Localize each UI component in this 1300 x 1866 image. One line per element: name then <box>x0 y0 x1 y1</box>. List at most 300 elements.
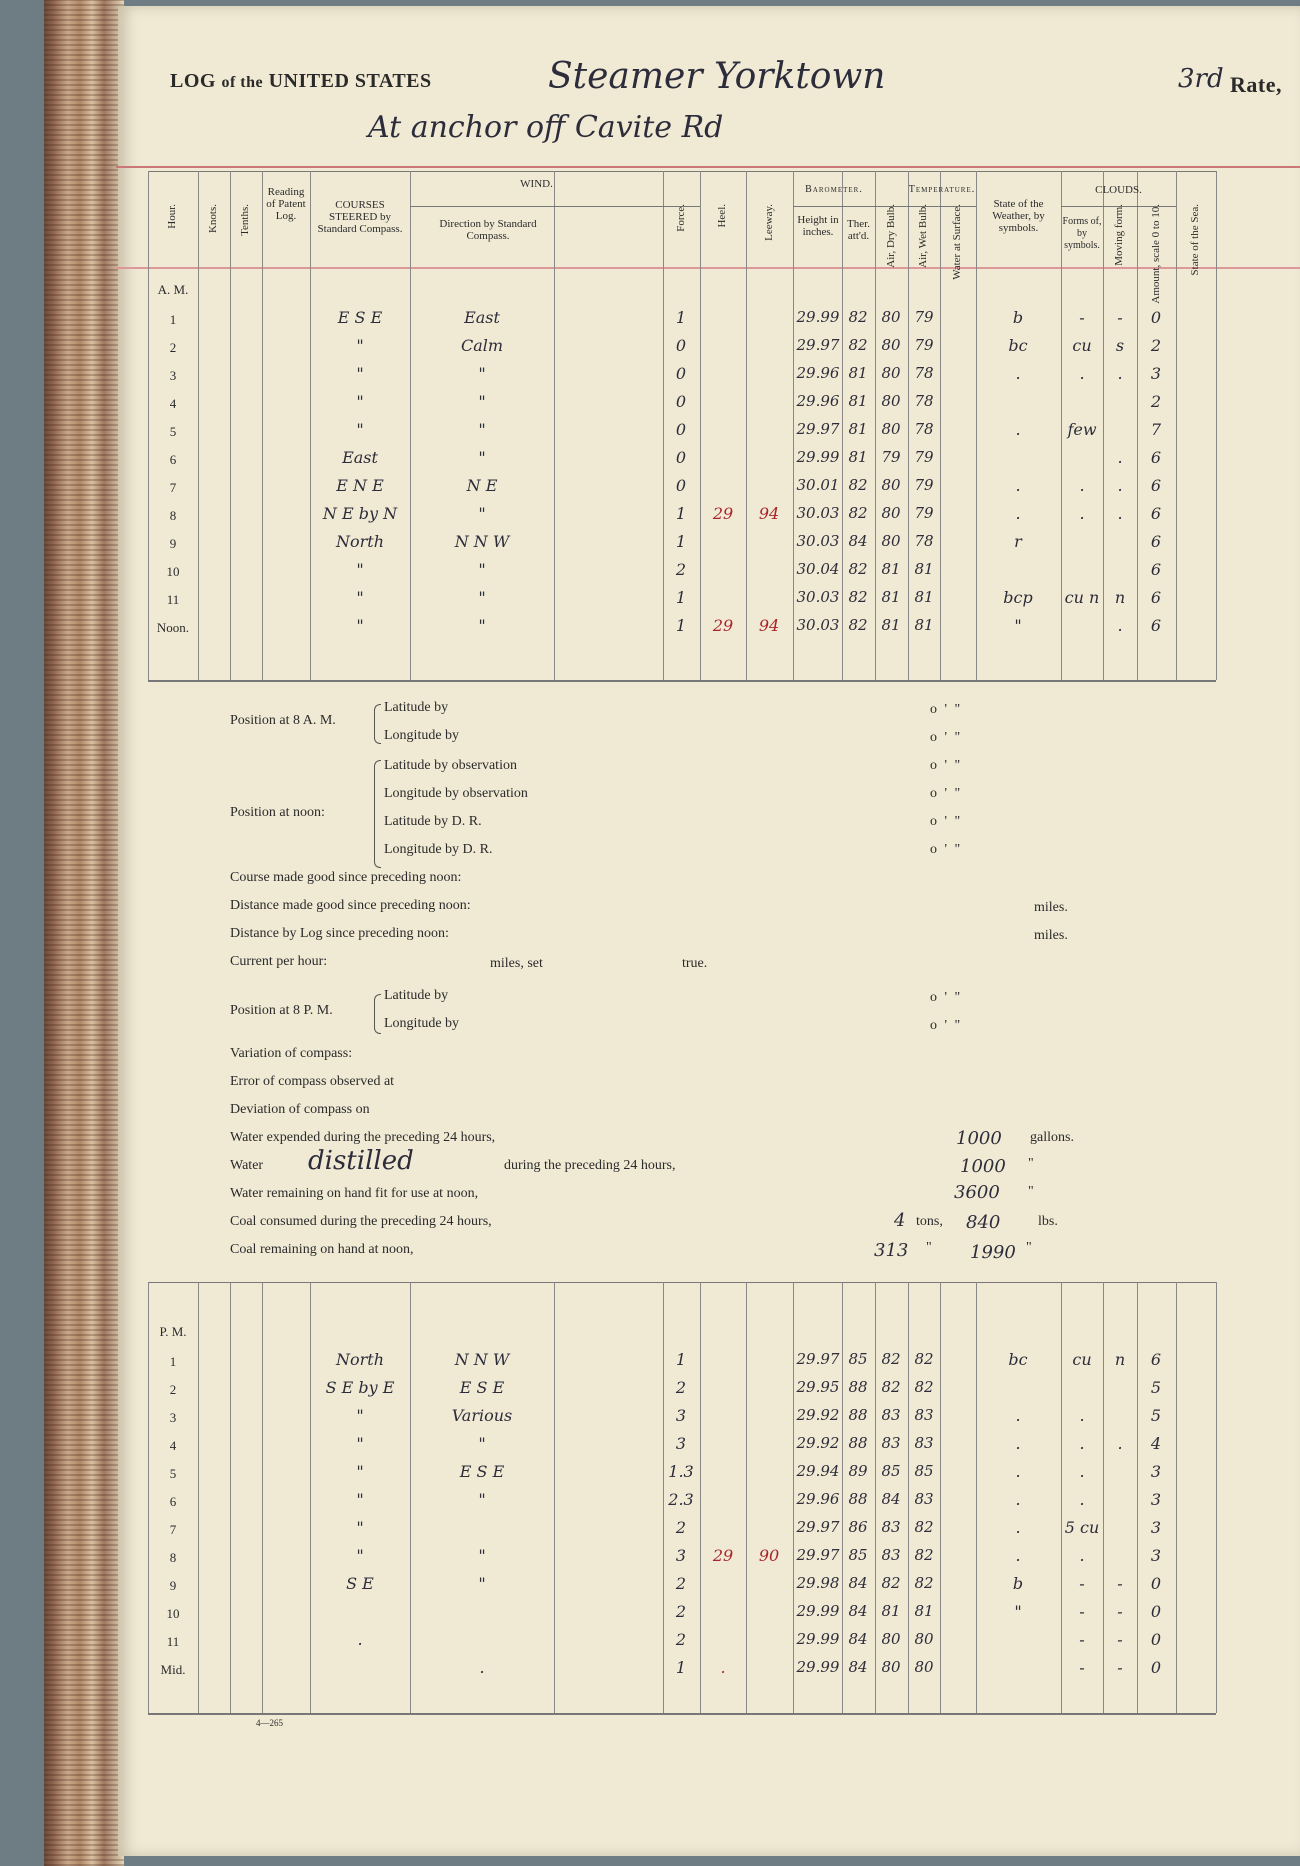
weather-cell: . <box>1015 1546 1021 1565</box>
course-cell: " <box>356 392 364 411</box>
weather-cell: bcp <box>1003 588 1033 607</box>
moving-cell: . <box>1117 504 1123 523</box>
rate-value: 3rd <box>1178 64 1224 94</box>
forms-cell: . <box>1079 1462 1085 1481</box>
dry-cell: 79 <box>881 448 901 466</box>
moving-cell: . <box>1117 448 1123 467</box>
weather-cell: . <box>1015 1462 1021 1481</box>
course-cell: North <box>335 532 384 551</box>
forms-cell: - <box>1079 1574 1085 1593</box>
hour-cell: 9 <box>169 536 177 551</box>
wet-cell: 82 <box>914 1546 934 1564</box>
dry-cell: 83 <box>881 1434 901 1452</box>
wind-cell: " <box>478 1490 486 1509</box>
weather-cell: . <box>1015 1406 1021 1425</box>
heel-cell: 29 <box>712 616 734 635</box>
dry-cell: 83 <box>881 1406 901 1424</box>
amount-cell: 2 <box>1150 392 1162 411</box>
wet-cell: 78 <box>914 364 934 382</box>
ther-cell: 82 <box>848 476 868 494</box>
ther-cell: 89 <box>848 1462 868 1480</box>
moving-cell: - <box>1117 1602 1123 1621</box>
weather-cell: r <box>1014 532 1022 551</box>
weather-cell: bc <box>1008 1350 1028 1369</box>
force-cell: 0 <box>675 392 687 411</box>
baro-cell: 29.99 <box>796 1630 840 1648</box>
label-distance-by-log: Distance by Log since preceding noon: <box>230 926 449 941</box>
label-water-expended: Water expended during the preceding 24 hours, <box>230 1130 496 1145</box>
baro-cell: 29.97 <box>796 1546 840 1564</box>
weather-cell: " <box>1014 616 1022 635</box>
ther-cell: 81 <box>848 448 868 466</box>
baro-cell: 30.04 <box>796 560 840 578</box>
label-lat-obs: Latitude by observation <box>384 758 517 773</box>
hour-cell: 3 <box>169 368 177 383</box>
vessel-name: Steamer Yorktown <box>548 56 886 97</box>
col-water-surface: Water at Surface. <box>951 204 963 280</box>
ther-cell: 84 <box>848 1658 868 1676</box>
wind-cell: " <box>478 1434 486 1453</box>
forms-cell: 5 cu <box>1064 1518 1100 1537</box>
ther-cell: 88 <box>848 1378 868 1396</box>
ther-cell: 85 <box>848 1350 868 1368</box>
dry-cell: 81 <box>881 588 901 606</box>
period-label: A. M. <box>157 282 189 297</box>
wind-cell: East <box>464 308 500 327</box>
weather-cell: bc <box>1008 336 1028 355</box>
force-cell: 0 <box>675 336 687 355</box>
wind-cell: N N W <box>454 532 510 551</box>
amount-cell: 3 <box>1150 364 1162 383</box>
baro-cell: 29.95 <box>796 1378 840 1396</box>
wet-cell: 79 <box>914 504 934 522</box>
label-course-made-good: Course made good since preceding noon: <box>230 870 462 885</box>
dry-cell: 80 <box>881 308 901 326</box>
hour-cell: 3 <box>169 1410 177 1425</box>
wind-cell: " <box>478 616 486 635</box>
printed-title: LOG of the UNITED STATES <box>170 70 432 92</box>
dry-cell: 80 <box>881 336 901 354</box>
baro-cell: 29.97 <box>796 1518 840 1536</box>
ther-cell: 88 <box>848 1406 868 1424</box>
dry-cell: 80 <box>881 1658 901 1676</box>
baro-cell: 29.96 <box>796 1490 840 1508</box>
amount-cell: 3 <box>1150 1546 1162 1565</box>
label-long-obs: Longitude by observation <box>384 786 528 801</box>
column-rule <box>230 1282 231 1713</box>
course-cell: S E <box>346 1574 374 1593</box>
ther-cell: 82 <box>848 588 868 606</box>
moving-cell: - <box>1117 1658 1123 1677</box>
label-position-8pm: Position at 8 P. M. <box>230 1003 333 1018</box>
weather-cell: . <box>1015 1490 1021 1509</box>
force-cell: 3 <box>675 1434 687 1453</box>
ther-cell: 82 <box>848 616 868 634</box>
heel-cell: 29 <box>712 504 734 523</box>
ditto-1: " <box>1028 1156 1034 1171</box>
amount-cell: 6 <box>1150 532 1162 551</box>
label-lbs: lbs. <box>1038 1214 1058 1229</box>
column-rule <box>198 171 199 680</box>
dry-cell: 80 <box>881 504 901 522</box>
log-page <box>118 6 1300 1856</box>
deg-min-sec-marks: o ' " <box>930 842 963 857</box>
force-cell: 1 <box>675 504 687 523</box>
hour-cell: 7 <box>169 480 177 495</box>
wet-cell: 78 <box>914 392 934 410</box>
weather-cell: . <box>1015 476 1021 495</box>
hour-cell: 5 <box>169 1466 177 1481</box>
baro-cell: 30.01 <box>796 476 840 494</box>
wet-cell: 81 <box>914 616 934 634</box>
force-cell: 1 <box>675 1350 687 1369</box>
ther-cell: 84 <box>848 1630 868 1648</box>
force-cell: 0 <box>675 476 687 495</box>
amount-cell: 3 <box>1150 1462 1162 1481</box>
deg-min-sec-marks: o ' " <box>930 990 963 1005</box>
col-cloud-amount: Amount, scale 0 to 10. <box>1149 204 1162 304</box>
dry-cell: 80 <box>881 476 901 494</box>
forms-cell: cu <box>1072 336 1092 355</box>
forms-cell: . <box>1079 504 1085 523</box>
baro-cell: 29.96 <box>796 364 840 382</box>
dry-cell: 80 <box>881 364 901 382</box>
course-cell: " <box>356 336 364 355</box>
course-cell: E S E <box>337 308 383 327</box>
dry-cell: 81 <box>881 560 901 578</box>
column-rule <box>262 1282 263 1713</box>
value-water-distilled-amount: 1000 <box>960 1156 1006 1177</box>
form-number: 4—265 <box>256 1718 283 1728</box>
weather-cell: b <box>1012 308 1024 327</box>
heel-cell: . <box>720 1658 726 1677</box>
dry-cell: 80 <box>881 1630 901 1648</box>
wind-cell: . <box>479 1658 485 1677</box>
course-cell: " <box>356 364 364 383</box>
dry-cell: 82 <box>881 1350 901 1368</box>
deg-min-sec-marks: o ' " <box>930 758 963 773</box>
force-cell: 2 <box>675 1378 687 1397</box>
moving-cell: . <box>1117 364 1123 383</box>
forms-cell: - <box>1079 1630 1085 1649</box>
column-rule <box>746 171 747 680</box>
label-long-dr: Longitude by D. R. <box>384 842 493 857</box>
course-cell: " <box>356 1462 364 1481</box>
wind-cell: " <box>478 448 486 467</box>
brace-8pm <box>374 994 381 1034</box>
col-baro-ther: Ther. att'd. <box>847 218 870 242</box>
ther-cell: 81 <box>848 420 868 438</box>
amount-cell: 6 <box>1150 616 1162 635</box>
deg-min-sec-marks: o ' " <box>930 730 963 745</box>
moving-cell: s <box>1115 336 1125 355</box>
wind-cell: N N W <box>454 1350 510 1369</box>
red-rule-top <box>116 166 1300 168</box>
ther-cell: 84 <box>848 1574 868 1592</box>
forms-cell: . <box>1079 1546 1085 1565</box>
weather-cell: . <box>1015 364 1021 383</box>
forms-cell: . <box>1079 1490 1085 1509</box>
course-cell: " <box>356 1518 364 1537</box>
col-knots: Knots. <box>207 204 219 234</box>
column-rule <box>1216 171 1217 680</box>
weather-cell: . <box>1015 1434 1021 1453</box>
force-cell: 1 <box>675 1658 687 1677</box>
force-cell: 2 <box>675 1630 687 1649</box>
force-cell: 2 <box>675 1518 687 1537</box>
col-courses: COURSES STEERED by Standard Compass. <box>317 199 403 235</box>
wet-cell: 78 <box>914 420 934 438</box>
weather-cell: b <box>1012 1574 1024 1593</box>
label-miles-1: miles. <box>1034 900 1068 915</box>
force-cell: 3 <box>675 1406 687 1425</box>
weather-cell: . <box>1015 504 1021 523</box>
baro-cell: 29.94 <box>796 1462 840 1480</box>
col-air-wet: Air, Wet Bulb. <box>917 204 929 268</box>
moving-cell: - <box>1117 1630 1123 1649</box>
column-rule <box>1216 1282 1217 1713</box>
rate-label: Rate, <box>1230 72 1282 97</box>
amount-cell: 5 <box>1150 1406 1162 1425</box>
value-water-expended: 1000 <box>956 1128 1002 1149</box>
value-water-remaining: 3600 <box>954 1182 1000 1203</box>
red-rule-header <box>116 267 1300 269</box>
forms-cell: cu n <box>1064 588 1100 607</box>
forms-cell: . <box>1079 476 1085 495</box>
dry-cell: 80 <box>881 532 901 550</box>
col-cloud-moving: Moving form. <box>1113 204 1125 266</box>
forms-cell: - <box>1079 1658 1085 1677</box>
amount-cell: 6 <box>1150 588 1162 607</box>
col-wind-direction: Direction by Standard Compass. <box>439 218 537 242</box>
label-coal-remaining: Coal remaining on hand at noon, <box>230 1242 414 1257</box>
ther-cell: 82 <box>848 560 868 578</box>
label-coal-consumed: Coal consumed during the preceding 24 hours, <box>230 1214 492 1229</box>
col-barometer: Barometer. <box>805 184 863 195</box>
hour-cell: 7 <box>169 1522 177 1537</box>
label-position-noon: Position at noon: <box>230 805 325 820</box>
dry-cell: 81 <box>881 616 901 634</box>
hour-cell: 5 <box>169 424 177 439</box>
hour-cell: 6 <box>169 452 177 467</box>
ditto-4: " <box>1026 1240 1032 1255</box>
wet-cell: 83 <box>914 1434 934 1452</box>
deg-min-sec-marks: o ' " <box>930 814 963 829</box>
ther-cell: 85 <box>848 1546 868 1564</box>
wet-cell: 80 <box>914 1658 934 1676</box>
amount-cell: 0 <box>1150 1630 1162 1649</box>
baro-cell: 29.97 <box>796 1350 840 1368</box>
moving-cell: - <box>1117 308 1123 327</box>
moving-cell: - <box>1117 1574 1123 1593</box>
wind-cell: " <box>478 420 486 439</box>
hour-cell: 1 <box>169 1354 177 1369</box>
ther-cell: 84 <box>848 1602 868 1620</box>
hour-cell: 4 <box>169 396 177 411</box>
dry-cell: 83 <box>881 1518 901 1536</box>
value-coal-tons: 4 <box>894 1210 906 1231</box>
wind-cell: E S E <box>459 1378 505 1397</box>
course-cell: " <box>356 588 364 607</box>
wet-cell: 81 <box>914 588 934 606</box>
col-tenths: Tenths. <box>239 204 251 236</box>
force-cell: 3 <box>675 1546 687 1565</box>
deg-min-sec-marks: o ' " <box>930 702 963 717</box>
baro-cell: 29.99 <box>796 448 840 466</box>
wet-cell: 85 <box>914 1462 934 1480</box>
baro-cell: 29.92 <box>796 1406 840 1424</box>
col-wind: WIND. <box>520 178 553 190</box>
label-lat-8pm: Latitude by <box>384 988 449 1003</box>
wet-cell: 82 <box>914 1518 934 1536</box>
amount-cell: 6 <box>1150 560 1162 579</box>
column-rule <box>746 1282 747 1713</box>
forms-cell: cu <box>1072 1350 1092 1369</box>
col-cloud-forms: Forms of, by symbols. <box>1062 216 1102 251</box>
amount-cell: 0 <box>1150 1658 1162 1677</box>
column-rule <box>554 171 555 680</box>
label-position-8am: Position at 8 A. M. <box>230 713 336 728</box>
label-miles-set: miles, set <box>490 956 543 971</box>
forms-cell: . <box>1079 364 1085 383</box>
hour-cell: Mid. <box>160 1662 186 1677</box>
label-water-remaining: Water remaining on hand fit for use at noon, <box>230 1186 479 1201</box>
baro-cell: 29.98 <box>796 1574 840 1592</box>
wet-cell: 79 <box>914 308 934 326</box>
col-leeway: Leeway. <box>762 204 775 241</box>
leeway-cell: 90 <box>758 1546 780 1565</box>
baro-cell: 29.99 <box>796 308 840 326</box>
baro-cell: 29.97 <box>796 336 840 354</box>
wind-cell: " <box>478 364 486 383</box>
hour-cell: 9 <box>169 1578 177 1593</box>
moving-cell: . <box>1117 476 1123 495</box>
course-cell: " <box>356 1434 364 1453</box>
label-current: Current per hour: <box>230 954 328 969</box>
force-cell: 1 <box>675 588 687 607</box>
force-cell: 2.3 <box>668 1490 694 1509</box>
amount-cell: 3 <box>1150 1490 1162 1509</box>
force-cell: 0 <box>675 448 687 467</box>
col-clouds: CLOUDS. <box>1095 184 1142 196</box>
force-cell: 1 <box>675 308 687 327</box>
weather-cell: " <box>1014 1602 1022 1621</box>
course-cell: " <box>356 1406 364 1425</box>
course-cell: . <box>357 1630 363 1649</box>
col-force: Force. <box>674 204 687 232</box>
amount-cell: 4 <box>1150 1434 1162 1453</box>
ther-cell: 82 <box>848 308 868 326</box>
label-long-8am: Longitude by <box>384 728 460 743</box>
wind-cell: E S E <box>459 1462 505 1481</box>
hour-cell: 4 <box>169 1438 177 1453</box>
ther-cell: 88 <box>848 1434 868 1452</box>
course-cell: " <box>356 560 364 579</box>
brace-noon <box>374 760 381 868</box>
ditto-2: " <box>1028 1184 1034 1199</box>
value-coal-remaining-lbs: 1990 <box>970 1242 1016 1263</box>
baro-cell: 30.03 <box>796 616 840 634</box>
ther-cell: 86 <box>848 1518 868 1536</box>
col-sea: State of the Sea. <box>1189 204 1201 276</box>
value-coal-remaining-tons: 313 <box>874 1240 909 1261</box>
baro-cell: 29.92 <box>796 1434 840 1452</box>
ther-cell: 82 <box>848 504 868 522</box>
dry-cell: 83 <box>881 1546 901 1564</box>
course-cell: " <box>356 616 364 635</box>
table-top-rule <box>148 171 1216 172</box>
wet-cell: 80 <box>914 1630 934 1648</box>
label-gallons: gallons. <box>1030 1130 1074 1145</box>
course-cell: E N E <box>336 476 384 495</box>
amount-cell: 5 <box>1150 1378 1162 1397</box>
hour-cell: 2 <box>169 340 177 355</box>
wind-cell: " <box>478 560 486 579</box>
col-baro-height: Height in inches. <box>797 214 839 238</box>
wet-cell: 83 <box>914 1406 934 1424</box>
amount-cell: 3 <box>1150 1518 1162 1537</box>
column-rule <box>198 1282 199 1713</box>
force-cell: 1 <box>675 532 687 551</box>
hour-cell: 6 <box>169 1494 177 1509</box>
wet-cell: 82 <box>914 1378 934 1396</box>
forms-cell: - <box>1079 308 1085 327</box>
force-cell: 1 <box>675 616 687 635</box>
hour-cell: 8 <box>169 508 177 523</box>
moving-cell: . <box>1117 1434 1123 1453</box>
force-cell: 2 <box>675 560 687 579</box>
course-cell: " <box>356 420 364 439</box>
force-cell: 2 <box>675 1602 687 1621</box>
course-cell: East <box>342 448 378 467</box>
wind-cell: N E <box>466 476 498 495</box>
deg-min-sec-marks: o ' " <box>930 786 963 801</box>
column-rule <box>262 171 263 680</box>
col-weather: State of the Weather, by symbols. <box>992 198 1045 234</box>
label-lat-8am: Latitude by <box>384 700 449 715</box>
force-cell: 1.3 <box>668 1462 694 1481</box>
deg-min-sec-marks: o ' " <box>930 1018 963 1033</box>
moving-cell: n <box>1114 588 1126 607</box>
hour-cell: 8 <box>169 1550 177 1565</box>
leeway-cell: 94 <box>758 504 780 523</box>
amount-cell: 0 <box>1150 1574 1162 1593</box>
baro-cell: 30.03 <box>796 588 840 606</box>
col-patent-log: Reading of Patent Log. <box>266 186 306 222</box>
wind-cell: Various <box>451 1406 513 1425</box>
baro-cell: 29.99 <box>796 1602 840 1620</box>
column-rule <box>554 1282 555 1713</box>
leeway-cell: 94 <box>758 616 780 635</box>
forms-cell: few <box>1067 420 1097 439</box>
ther-cell: 81 <box>848 392 868 410</box>
baro-cell: 30.03 <box>796 532 840 550</box>
dry-cell: 82 <box>881 1378 901 1396</box>
dry-cell: 84 <box>881 1490 901 1508</box>
hour-cell: 2 <box>169 1382 177 1397</box>
amount-cell: 6 <box>1150 476 1162 495</box>
ther-cell: 81 <box>848 364 868 382</box>
course-cell: North <box>335 1350 384 1369</box>
book-binding <box>44 0 124 1866</box>
wind-cell: " <box>478 392 486 411</box>
wind-cell: " <box>478 1546 486 1565</box>
dry-cell: 82 <box>881 1574 901 1592</box>
wet-cell: 82 <box>914 1574 934 1592</box>
period-label: P. M. <box>159 1324 187 1339</box>
moving-cell: n <box>1114 1350 1126 1369</box>
brace-8am <box>374 704 381 744</box>
